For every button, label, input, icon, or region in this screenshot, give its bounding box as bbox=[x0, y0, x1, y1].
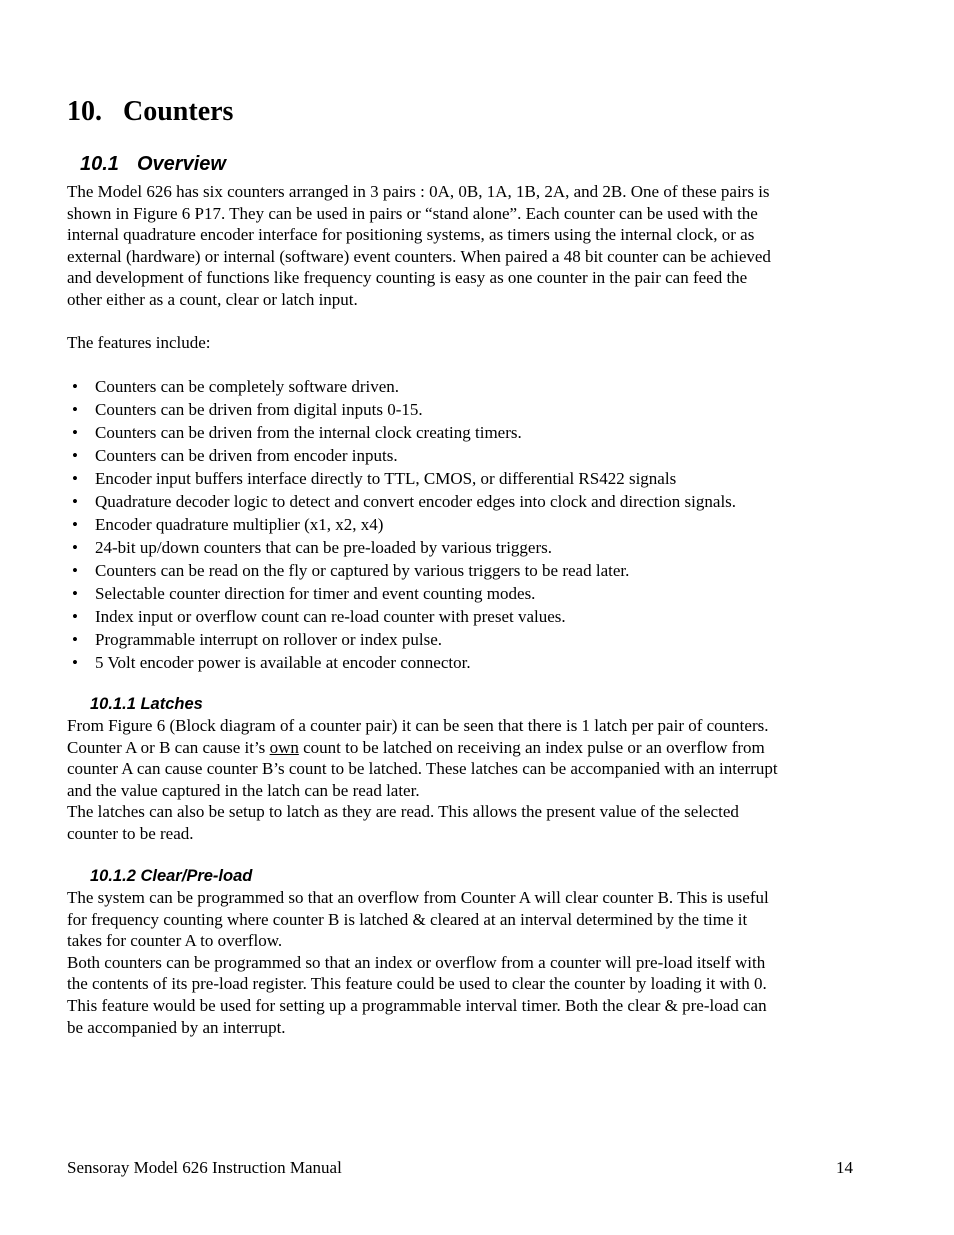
overview-paragraph bbox=[67, 181, 867, 311]
list-item bbox=[67, 651, 736, 674]
list-item-text: Programmable interrupt on rollover or index pulse. bbox=[95, 630, 442, 649]
overview-line: shown in Figure 6 P17. They can be used in pairs or “stand alone”. Each counter can be used with the bbox=[67, 203, 758, 223]
list-item bbox=[67, 444, 736, 467]
bullet-icon: • bbox=[72, 630, 78, 649]
latches-line-text: Counter A or B can cause it’s bbox=[67, 737, 270, 757]
list-item-text: Encoder quadrature multiplier (x1, x2, x4) bbox=[95, 515, 384, 534]
bullet-icon: • bbox=[72, 561, 78, 580]
overview-line: external (hardware) or internal (software) event counters. When paired a 48 bit counter can be achieved bbox=[67, 246, 771, 266]
list-item-text: Encoder input buffers interface directly to TTL, CMOS, or differential RS422 signals bbox=[95, 469, 677, 488]
list-item-text: Counters can be completely software driven. bbox=[95, 377, 400, 396]
footer-title: Sensoray Model 626 Instruction Manual bbox=[67, 1158, 342, 1177]
clear-preload-heading: 10.1.2 Clear/Pre-load bbox=[90, 867, 253, 885]
clear-preload-line: the contents of its pre-load register. This feature could be used to clear the counter by loading it with 0. bbox=[67, 974, 767, 994]
overview-line: The Model 626 has six counters arranged in 3 pairs : 0A, 0B, 1A, 1B, 2A, and 2B. One of these pairs is bbox=[67, 182, 770, 201]
underlined-word: own bbox=[269, 737, 299, 757]
list-item bbox=[67, 513, 736, 536]
list-item bbox=[67, 559, 736, 582]
list-item bbox=[67, 421, 736, 444]
section-title: Counters bbox=[123, 96, 234, 127]
latches-line: The latches can also be setup to latch as they are read. This allows the present value of the selected bbox=[67, 802, 739, 822]
clear-preload-line: The system can be programmed so that an overflow from Counter A will clear counter B. This is useful bbox=[67, 888, 769, 907]
latches-line bbox=[67, 737, 867, 759]
overview-line: internal quadrature encoder interface for positioning systems, as timers using the internal clock, or as bbox=[67, 225, 755, 245]
list-item-text: Quadrature decoder logic to detect and convert encoder edges into clock and direction signals. bbox=[95, 492, 737, 511]
features-list bbox=[67, 375, 736, 674]
list-item-text: Counters can be driven from digital inputs 0-15. bbox=[95, 400, 423, 419]
clear-preload-line: takes for counter A to overflow. bbox=[67, 931, 283, 951]
bullet-icon: • bbox=[72, 492, 78, 511]
list-item bbox=[67, 467, 736, 490]
latches-line: counter to be read. bbox=[67, 823, 194, 843]
list-item-text: 24-bit up/down counters that can be pre-loaded by various triggers. bbox=[95, 538, 552, 557]
subsection-title: Overview bbox=[137, 153, 226, 175]
section-heading bbox=[67, 94, 233, 130]
overview-line: and development of functions like frequency counting is easy as one counter in the pair can feed the bbox=[67, 268, 748, 288]
latches-line-text: count to be latched on receiving an index pulse or an overflow from bbox=[298, 737, 765, 757]
latches-line: counter A can cause counter B’s count to be latched. These latches can be accompanied with an interrupt bbox=[67, 759, 778, 779]
bullet-icon: • bbox=[72, 469, 78, 488]
bullet-icon: • bbox=[72, 423, 78, 442]
clear-preload-line: for frequency counting where counter B is latched & cleared at an interval determined by the time it bbox=[67, 909, 748, 929]
clear-preload-line: Both counters can be programmed so that an index or overflow from a counter will pre-load itself with bbox=[67, 952, 766, 972]
list-item-text: Counters can be driven from the internal clock creating timers. bbox=[95, 423, 522, 442]
section-number: 10. bbox=[67, 96, 102, 127]
bullet-icon: • bbox=[72, 515, 78, 534]
list-item bbox=[67, 605, 736, 628]
overview-line: other either as a count, clear or latch input. bbox=[67, 289, 358, 309]
bullet-icon: • bbox=[72, 446, 78, 465]
list-item bbox=[67, 582, 736, 605]
list-item bbox=[67, 628, 736, 651]
bullet-icon: • bbox=[72, 377, 78, 396]
subsection-number: 10.1 bbox=[80, 153, 119, 175]
bullet-icon: • bbox=[72, 584, 78, 603]
clear-preload-line: be accompanied by an interrupt. bbox=[67, 1017, 286, 1037]
subsection-heading bbox=[80, 151, 226, 177]
features-intro bbox=[67, 332, 867, 354]
bullet-icon: • bbox=[72, 607, 78, 626]
list-item-text: Counters can be driven from encoder inputs. bbox=[95, 446, 398, 465]
clear-preload-paragraph bbox=[67, 887, 867, 1038]
latches-line: and the value captured in the latch can be read later. bbox=[67, 780, 420, 800]
latches-line: From Figure 6 (Block diagram of a counter pair) it can be seen that there is 1 latch per pair of counters. bbox=[67, 716, 769, 735]
bullet-icon: • bbox=[72, 400, 78, 419]
list-item-text: Counters can be read on the fly or captured by various triggers to be read later. bbox=[95, 561, 630, 580]
latches-heading: 10.1.1 Latches bbox=[90, 695, 203, 713]
features-intro-text: The features include: bbox=[67, 333, 211, 352]
list-item bbox=[67, 398, 736, 421]
clear-preload-line: This feature would be used for setting up a programmable interval timer. Both the clear & pre-load can bbox=[67, 995, 767, 1015]
list-item-text: 5 Volt encoder power is available at encoder connector. bbox=[95, 653, 471, 672]
list-item bbox=[67, 375, 736, 398]
bullet-icon: • bbox=[72, 653, 78, 672]
bullet-icon: • bbox=[72, 538, 78, 557]
latches-paragraph bbox=[67, 715, 867, 845]
list-item-text: Index input or overflow count can re-load counter with preset values. bbox=[95, 607, 566, 626]
list-item bbox=[67, 536, 736, 559]
list-item-text: Selectable counter direction for timer and event counting modes. bbox=[95, 584, 536, 603]
list-item bbox=[67, 490, 736, 513]
page-number: 14 bbox=[836, 1158, 853, 1177]
